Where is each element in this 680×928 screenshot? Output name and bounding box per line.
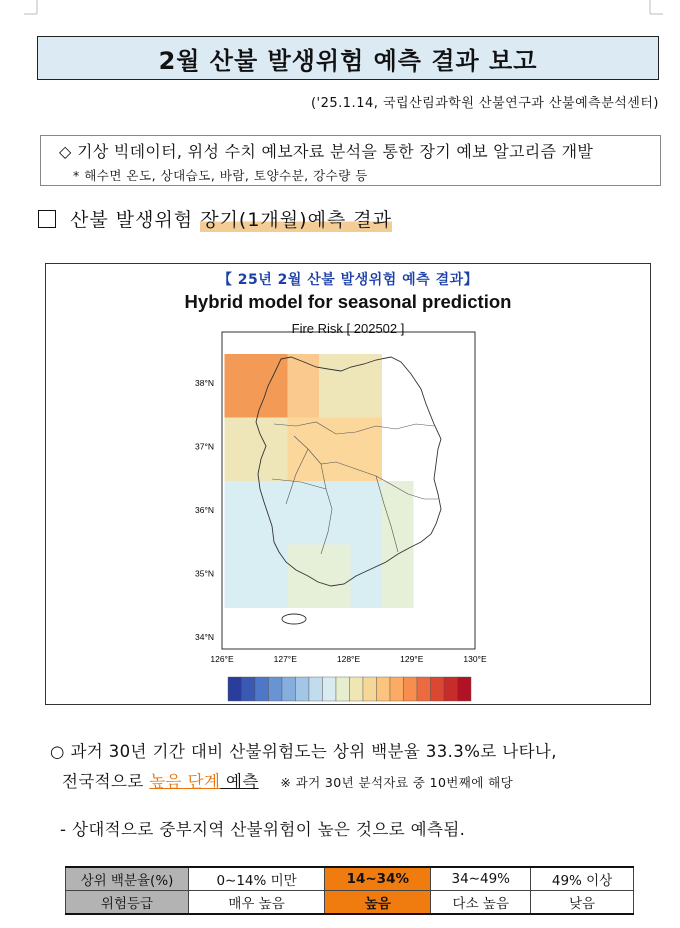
- risk-grid-cell: [256, 545, 288, 609]
- paragraph-2: - 상대적으로 중부지역 산불위험이 높은 것으로 예측됨.: [60, 820, 466, 839]
- colorbar-swatch: [458, 677, 472, 701]
- longitude-label: 129°E: [400, 654, 424, 664]
- table-cell: 34∼49%: [431, 867, 531, 891]
- colorbar-swatch: [255, 677, 269, 701]
- longitude-label: 126°E: [210, 654, 234, 664]
- square-bullet-icon: [38, 210, 56, 228]
- paragraph-1-note: ※ 과거 30년 분석자료 중 10번째에 해당: [280, 775, 514, 790]
- latitude-label: 34°N: [195, 632, 214, 642]
- risk-grid-cell: [225, 418, 257, 482]
- jeju-island: [282, 614, 306, 624]
- risk-grid-cell: [256, 354, 288, 418]
- longitude-label: 130°E: [463, 654, 487, 664]
- risk-grid-cell: [319, 418, 351, 482]
- colorbar-swatch: [350, 677, 364, 701]
- risk-grid-cell: [288, 418, 320, 482]
- risk-grid-cell: [351, 481, 383, 545]
- longitude-label: 128°E: [336, 654, 361, 664]
- section-heading: [38, 205, 392, 232]
- colorbar-swatch: [309, 677, 323, 701]
- table-cell: 0∼14% 미만: [189, 867, 325, 891]
- colorbar-swatch: [390, 677, 404, 701]
- section-heading-highlight: 장기(1개월): [200, 205, 307, 232]
- risk-grid-cell: [319, 545, 351, 609]
- risk-grid-cell: [225, 481, 257, 545]
- colorbar: [228, 677, 471, 701]
- report-title: 2월 산불 발생위험 예측 결과 보고: [37, 36, 659, 80]
- paragraph-1-line2: 전국적으로 높음 단계 예측 ※ 과거 30년 분석자료 중 10번째에 해당: [62, 772, 514, 791]
- risk-grid-cell: [351, 418, 383, 482]
- table-cell: 다소 높음: [431, 891, 531, 915]
- risk-grid-cell: [288, 545, 320, 609]
- risk-level-high: 높음 단계: [149, 772, 221, 791]
- colorbar-swatch: [377, 677, 391, 701]
- paragraph-1: [50, 738, 670, 792]
- risk-grid-cell: [319, 354, 351, 418]
- latitude-label: 36°N: [195, 505, 214, 515]
- figure-caption: Fire Risk [ 202502 ]: [291, 321, 405, 336]
- figure-subtitle: 【 25년 2월 산불 발생위험 예측 결과】: [217, 272, 479, 288]
- longitude-label: 127°E: [273, 654, 297, 664]
- source-line: ('25.1.14, 국립산림과학원 산불연구과 산불예측분석센터): [310, 96, 659, 111]
- latitude-labels: [195, 378, 214, 642]
- risk-grid-cell: [256, 418, 288, 482]
- table-cell-selected: 높음: [325, 891, 431, 915]
- risk-grid-cell: [225, 545, 257, 609]
- colorbar-swatch: [336, 677, 350, 701]
- section-heading-pre: 산불 발생위험: [70, 209, 194, 231]
- table-cell: 낮음: [531, 891, 634, 915]
- risk-grid-cell: [288, 354, 320, 418]
- colorbar-swatch: [282, 677, 296, 701]
- risk-grid-cell: [319, 481, 351, 545]
- table-header-percentile: 상위 백분율(%): [66, 867, 189, 891]
- latitude-label: 37°N: [195, 441, 214, 452]
- colorbar-swatch: [228, 677, 242, 701]
- table-row: [66, 867, 634, 891]
- paragraph-1-line1: ○ 과거 30년 기간 대비 산불위험도는 상위 백분율 33.3%로 나타나,: [50, 742, 557, 761]
- risk-grid-cell: [225, 354, 257, 418]
- summary-box: [40, 135, 661, 186]
- table-cell: 49% 이상: [531, 867, 634, 891]
- summary-main-text: ◇ 기상 빅데이터, 위성 수치 예보자료 분석을 통한 장기 예보 알고리즘 개발: [59, 142, 594, 161]
- table-header-risk-level: 위험등급: [66, 891, 189, 915]
- risk-grid-cell: [288, 481, 320, 545]
- colorbar-swatch: [431, 677, 445, 701]
- colorbar-swatch: [444, 677, 458, 701]
- section-heading-post: 예측 결과: [308, 205, 392, 232]
- colorbar-swatch: [323, 677, 337, 701]
- colorbar-swatch: [363, 677, 377, 701]
- latitude-label: 35°N: [195, 568, 214, 579]
- table-cell: 매우 높음: [189, 891, 325, 915]
- longitude-labels: [210, 654, 487, 664]
- forecast-figure: [45, 263, 651, 705]
- fire-risk-map: [46, 264, 652, 706]
- latitude-label: 38°N: [195, 378, 214, 388]
- table-cell-selected: 14∼34%: [325, 867, 431, 891]
- colorbar-swatch: [296, 677, 310, 701]
- table-row: [66, 891, 634, 915]
- colorbar-swatch: [242, 677, 256, 701]
- page-corner-marks: [0, 0, 680, 30]
- colorbar-swatch: [417, 677, 431, 701]
- risk-level-table: [65, 866, 634, 915]
- colorbar-swatch: [269, 677, 283, 701]
- summary-sub-text: * 해수면 온도, 상대습도, 바람, 토양수분, 강수량 등: [73, 168, 368, 183]
- colorbar-swatch: [404, 677, 418, 701]
- figure-title: Hybrid model for seasonal prediction: [184, 291, 512, 312]
